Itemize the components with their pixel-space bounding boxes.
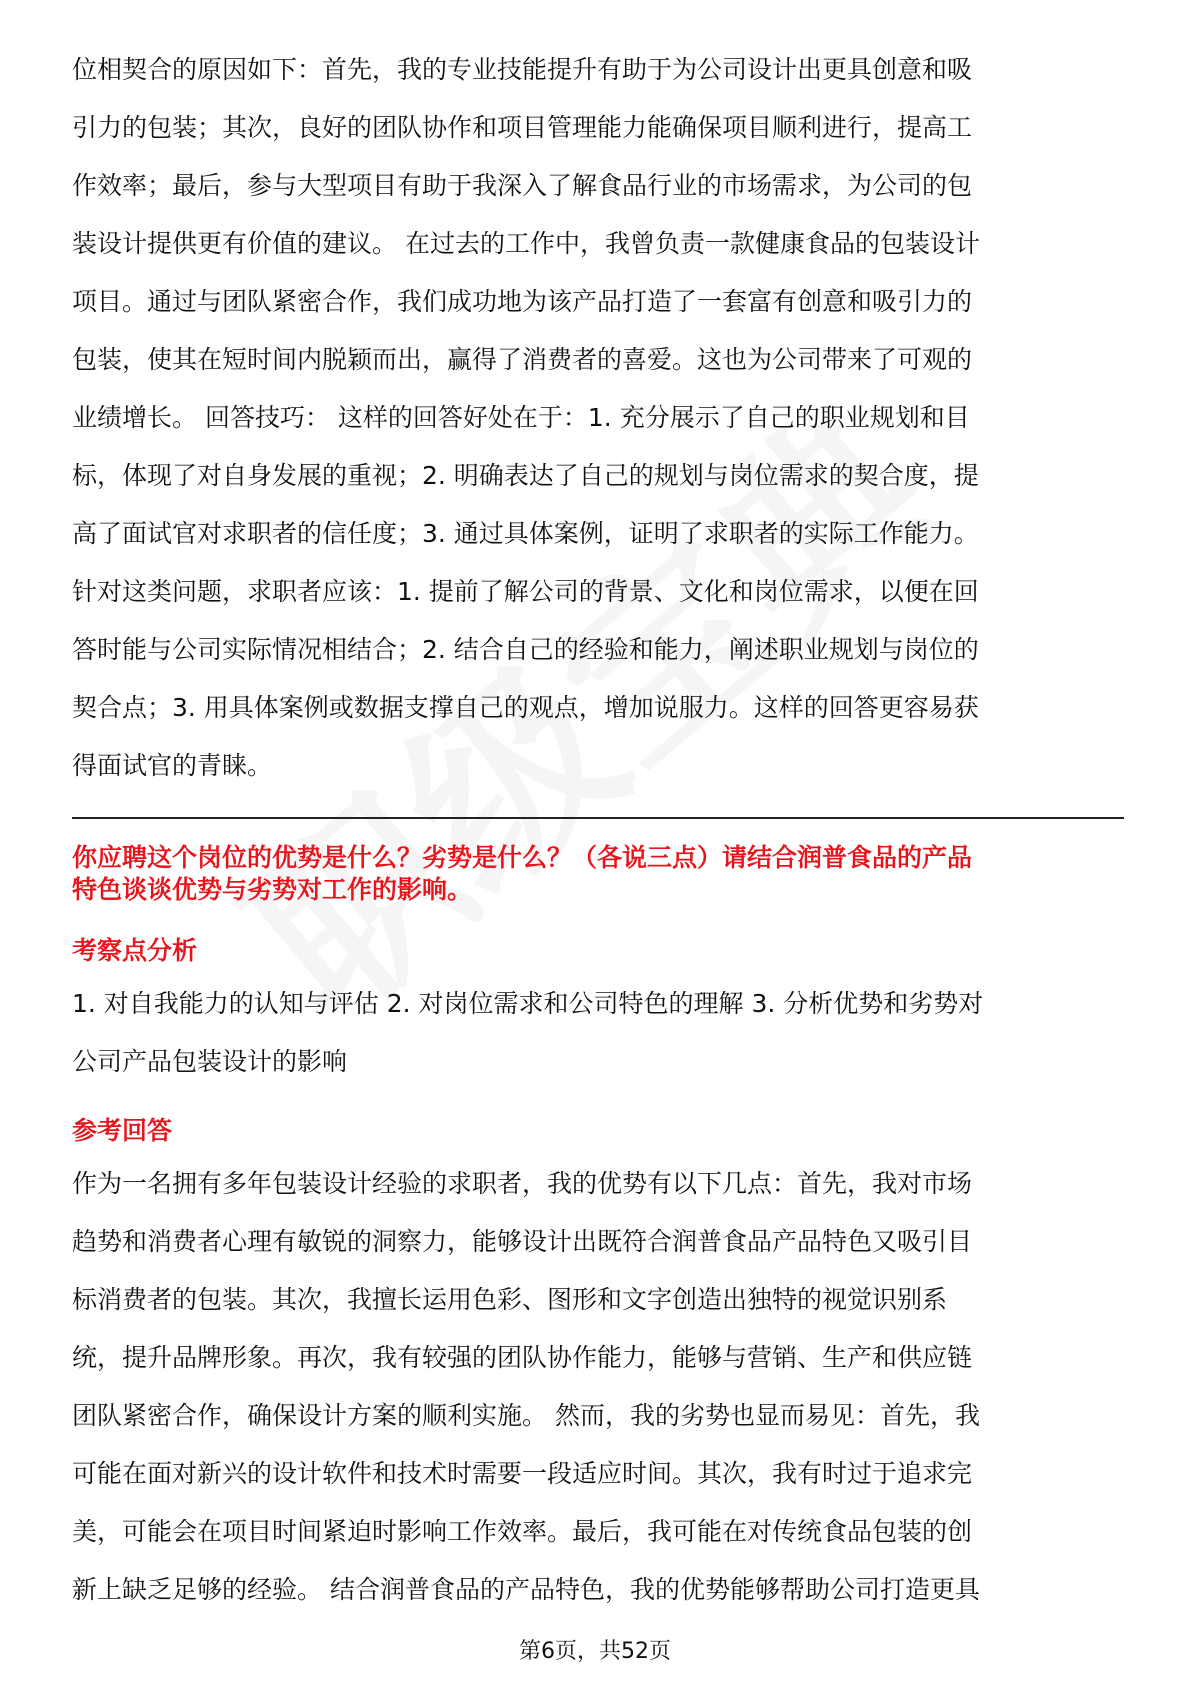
answer-line: 标消费者的包装。其次，我擅长运用色彩、图形和文字创造出独特的视觉识别系	[72, 1285, 948, 1314]
text-line: 包装，使其在短时间内脱颖而出，赢得了消费者的喜爱。这也为公司带来了可观的	[72, 345, 973, 374]
answer-line: 可能在面对新兴的设计软件和技术时需要一段适应时间。其次，我有时过于追求完	[72, 1459, 973, 1488]
text-line: 作效率；最后，参与大型项目有助于我深入了解食品行业的市场需求，为公司的包	[72, 171, 973, 200]
question-line: 你应聘这个岗位的优势是什么？劣势是什么？（各说三点）请结合润普食品的产品	[72, 843, 973, 872]
analysis-line: 1. 对自我能力的认知与评估 2. 对岗位需求和公司特色的理解 3. 分析优势和劣势对	[72, 989, 984, 1018]
text-line: 装设计提供更有价值的建议。 在过去的工作中，我曾负责一款健康食品的包装设计	[72, 229, 980, 258]
question-line: 特色谈谈优势与劣势对工作的影响。	[72, 875, 473, 904]
text-line: 针对这类问题，求职者应该：1. 提前了解公司的背景、文化和岗位需求，以便在回	[72, 577, 979, 606]
page-number: 第6页，共52页	[519, 1639, 671, 1664]
answer-line: 统，提升品牌形象。再次，我有较强的团队协作能力，能够与营销、生产和供应链	[72, 1343, 973, 1372]
answer-line: 美，可能会在项目时间紧迫时影响工作效率。最后，我可能在对传统食品包装的创	[72, 1517, 973, 1546]
text-line: 契合点；3. 用具体案例或数据支撑自己的观点，增加说服力。这样的回答更容易获	[72, 693, 979, 722]
text-line: 高了面试官对求职者的信任度；3. 通过具体案例，证明了求职者的实际工作能力。	[72, 519, 979, 548]
section-divider	[72, 817, 1124, 819]
answer-line: 作为一名拥有多年包装设计经验的求职者，我的优势有以下几点：首先，我对市场	[72, 1169, 973, 1198]
text-line: 标，体现了对自身发展的重视；2. 明确表达了自己的规划与岗位需求的契合度，提	[72, 461, 979, 490]
text-line: 位相契合的原因如下：首先，我的专业技能提升有助于为公司设计出更具创意和吸	[72, 55, 973, 84]
analysis-heading: 考察点分析	[72, 936, 198, 965]
text-line: 得面试官的青睐。	[72, 751, 273, 780]
answer-heading: 参考回答	[72, 1116, 173, 1145]
answer-line: 趋势和消费者心理有敏锐的洞察力，能够设计出既符合润普食品产品特色又吸引目	[72, 1227, 973, 1256]
text-line: 引力的包装；其次，良好的团队协作和项目管理能力能确保项目顺利进行，提高工	[72, 113, 973, 142]
text-line: 业绩增长。 回答技巧： 这样的回答好处在于：1. 充分展示了自己的职业规划和目	[72, 403, 970, 432]
answer-line: 团队紧密合作，确保设计方案的顺利实施。 然而，我的劣势也显而易见：首先，我	[72, 1401, 980, 1430]
analysis-line: 公司产品包装设计的影响	[72, 1047, 348, 1076]
text-line: 项目。通过与团队紧密合作，我们成功地为该产品打造了一套富有创意和吸引力的	[72, 287, 973, 316]
answer-line: 新上缺乏足够的经验。 结合润普食品的产品特色，我的优势能够帮助公司打造更具	[72, 1575, 980, 1604]
text-line: 答时能与公司实际情况相结合；2. 结合自己的经验和能力，阐述职业规划与岗位的	[72, 635, 979, 664]
